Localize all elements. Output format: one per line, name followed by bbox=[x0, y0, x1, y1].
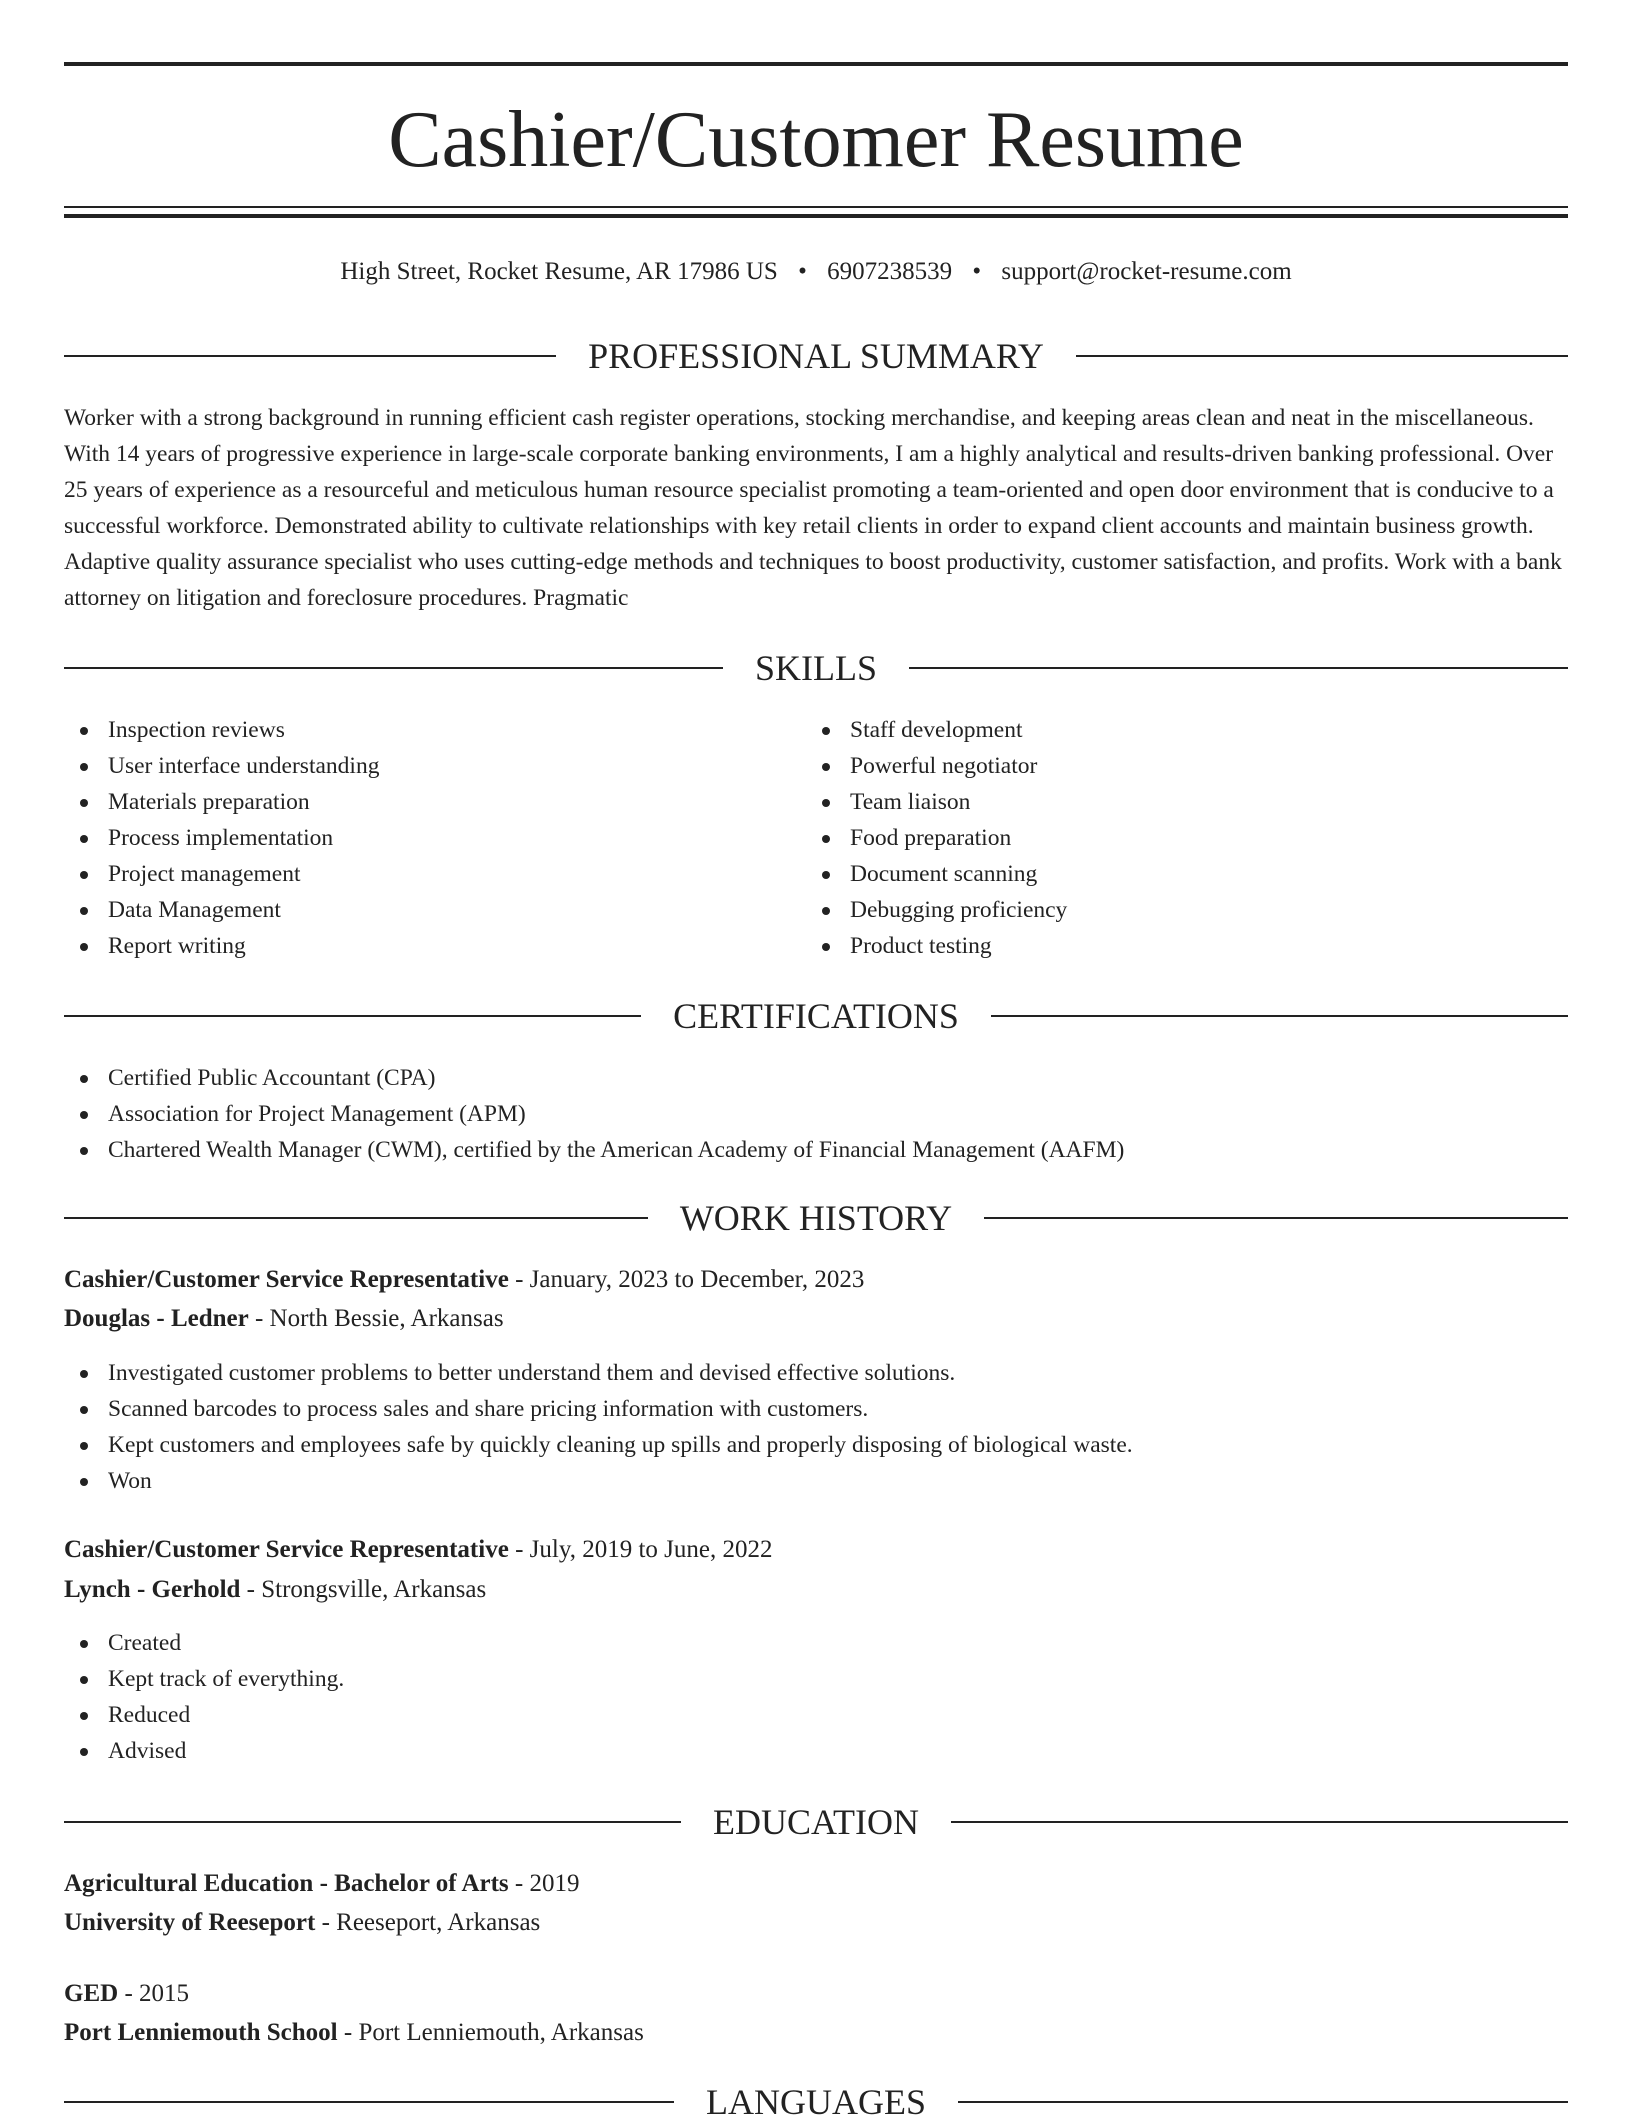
job-title: Cashier/Customer Service Representative bbox=[64, 1266, 509, 1293]
section-title-certifications: CERTIFICATIONS bbox=[673, 996, 959, 1036]
section-title-languages: LANGUAGES bbox=[706, 2082, 926, 2122]
section-header-certifications bbox=[64, 994, 1568, 1038]
job-bullet: Kept customers and employees safe by quickly cleaning up spills and properly disposing of biological waste. bbox=[64, 1427, 1133, 1463]
education-degree-line bbox=[64, 1866, 579, 1902]
job-company-line bbox=[64, 1301, 504, 1337]
job-bullet: Scanned barcodes to process sales and share pricing information with customers. bbox=[64, 1391, 1133, 1427]
education-school: Port Lenniemouth School bbox=[64, 2019, 338, 2046]
contact-separator: • bbox=[798, 258, 807, 285]
section-rule bbox=[64, 1217, 648, 1219]
section-title-work-history: WORK HISTORY bbox=[679, 1198, 953, 1238]
job-company: Lynch - Gerhold bbox=[64, 1576, 241, 1603]
skill-item: Powerful negotiator bbox=[806, 748, 1067, 784]
skill-item: Team liaison bbox=[806, 784, 1067, 820]
education-degree-line bbox=[64, 1976, 189, 2012]
section-rule bbox=[1076, 355, 1568, 357]
section-rule bbox=[991, 1015, 1568, 1017]
section-rule bbox=[64, 355, 556, 357]
education-year: - 2015 bbox=[118, 1980, 190, 2007]
certification-item: Certified Public Accountant (CPA) bbox=[64, 1060, 1124, 1096]
contact-line bbox=[64, 254, 1568, 290]
certification-item: Chartered Wealth Manager (CWM), certified by the American Academy of Financial Management (AAFM) bbox=[64, 1132, 1124, 1168]
education-school: University of Reeseport bbox=[64, 1909, 316, 1936]
job-bullets bbox=[64, 1355, 1133, 1499]
section-header-education bbox=[64, 1800, 1568, 1844]
job-company-line bbox=[64, 1572, 486, 1608]
education-degree: Agricultural Education - Bachelor of Arts bbox=[64, 1870, 509, 1897]
education-degree: GED bbox=[64, 1980, 119, 2007]
section-header-skills bbox=[64, 646, 1568, 690]
skill-item: Food preparation bbox=[806, 820, 1067, 856]
job-bullet: Created bbox=[64, 1625, 344, 1661]
education-location: - Port Lenniemouth, Arkansas bbox=[337, 2019, 644, 2046]
skills-list-left bbox=[64, 712, 379, 964]
education-year: - 2019 bbox=[508, 1870, 580, 1897]
skill-item: Debugging proficiency bbox=[806, 892, 1067, 928]
skill-item: Project management bbox=[64, 856, 379, 892]
section-rule bbox=[909, 667, 1568, 669]
header-rule-upper bbox=[64, 206, 1568, 208]
header-top-rule bbox=[64, 62, 1568, 66]
job-title: Cashier/Customer Service Representative bbox=[64, 1536, 509, 1563]
job-bullet: Reduced bbox=[64, 1697, 344, 1733]
contact-separator: • bbox=[972, 258, 982, 285]
summary-text: Worker with a strong background in running efficient cash register operations, stocking merchandise, and keeping areas clean and neat in the miscellaneous. With 14 years of progressive experience in large-scale corporate banking environments, I am a highly analytical and results-driven banking professional. Over 25 years of experience as a resourceful and meticulous human resource specialist promoting a team-oriented and open door environment that is conducive to a successful workforce. Demonstrated ability to cultivate relationships with key retail clients in order to expand client accounts and maintain business growth. Adaptive quality assurance specialist who uses cutting-edge methods and techniques to boost productivity, customer satisfaction, and profits. Work with a bank attorney on litigation and foreclosure procedures. Pragmatic bbox=[64, 405, 1562, 611]
job-bullet: Advised bbox=[64, 1733, 344, 1769]
job-dates: - January, 2023 to December, 2023 bbox=[508, 1266, 865, 1293]
section-title-education: EDUCATION bbox=[713, 1802, 919, 1842]
section-rule bbox=[958, 2101, 1568, 2103]
education-school-line bbox=[64, 2015, 644, 2051]
education-location: - Reeseport, Arkansas bbox=[315, 1909, 541, 1936]
skill-item: Data Management bbox=[64, 892, 379, 928]
skill-item: Document scanning bbox=[806, 856, 1067, 892]
skills-list-right bbox=[806, 712, 1067, 964]
contact-phone: 6907238539 bbox=[827, 258, 953, 285]
section-title-summary: PROFESSIONAL SUMMARY bbox=[588, 336, 1044, 376]
header-rule-lower bbox=[64, 214, 1568, 218]
certifications-list bbox=[64, 1060, 1124, 1168]
section-header-summary bbox=[64, 334, 1568, 378]
section-title-skills: SKILLS bbox=[755, 648, 878, 688]
job-bullet: Investigated customer problems to better understand them and devised effective solutions. bbox=[64, 1355, 1133, 1391]
education-school-line bbox=[64, 1905, 540, 1941]
job-dates: - July, 2019 to June, 2022 bbox=[508, 1536, 773, 1563]
contact-email[interactable]: support@rocket-resume.com bbox=[1001, 258, 1292, 285]
job-bullet: Kept track of everything. bbox=[64, 1661, 344, 1697]
section-rule bbox=[64, 1821, 681, 1823]
section-header-work-history bbox=[64, 1196, 1568, 1240]
job-title-line bbox=[64, 1532, 772, 1568]
resume-title: Cashier/Customer Resume bbox=[388, 96, 1244, 184]
skill-item: Staff development bbox=[806, 712, 1067, 748]
job-location: - North Bessie, Arkansas bbox=[248, 1305, 504, 1332]
job-title-line bbox=[64, 1262, 864, 1298]
skill-item: Materials preparation bbox=[64, 784, 379, 820]
job-bullets bbox=[64, 1625, 344, 1769]
job-bullet: Won bbox=[64, 1463, 1133, 1499]
section-rule bbox=[951, 1821, 1568, 1823]
skill-item: Inspection reviews bbox=[64, 712, 379, 748]
skill-item: Process implementation bbox=[64, 820, 379, 856]
certification-item: Association for Project Management (APM) bbox=[64, 1096, 1124, 1132]
section-rule bbox=[64, 1015, 641, 1017]
contact-address: High Street, Rocket Resume, AR 17986 US bbox=[340, 258, 778, 285]
section-rule bbox=[984, 1217, 1568, 1219]
skill-item: Report writing bbox=[64, 928, 379, 964]
skill-item: Product testing bbox=[806, 928, 1067, 964]
section-header-languages bbox=[64, 2080, 1568, 2124]
section-rule bbox=[64, 2101, 674, 2103]
section-rule bbox=[64, 667, 723, 669]
job-location: - Strongsville, Arkansas bbox=[240, 1576, 487, 1603]
job-company: Douglas - Ledner bbox=[64, 1305, 249, 1332]
skill-item: User interface understanding bbox=[64, 748, 379, 784]
